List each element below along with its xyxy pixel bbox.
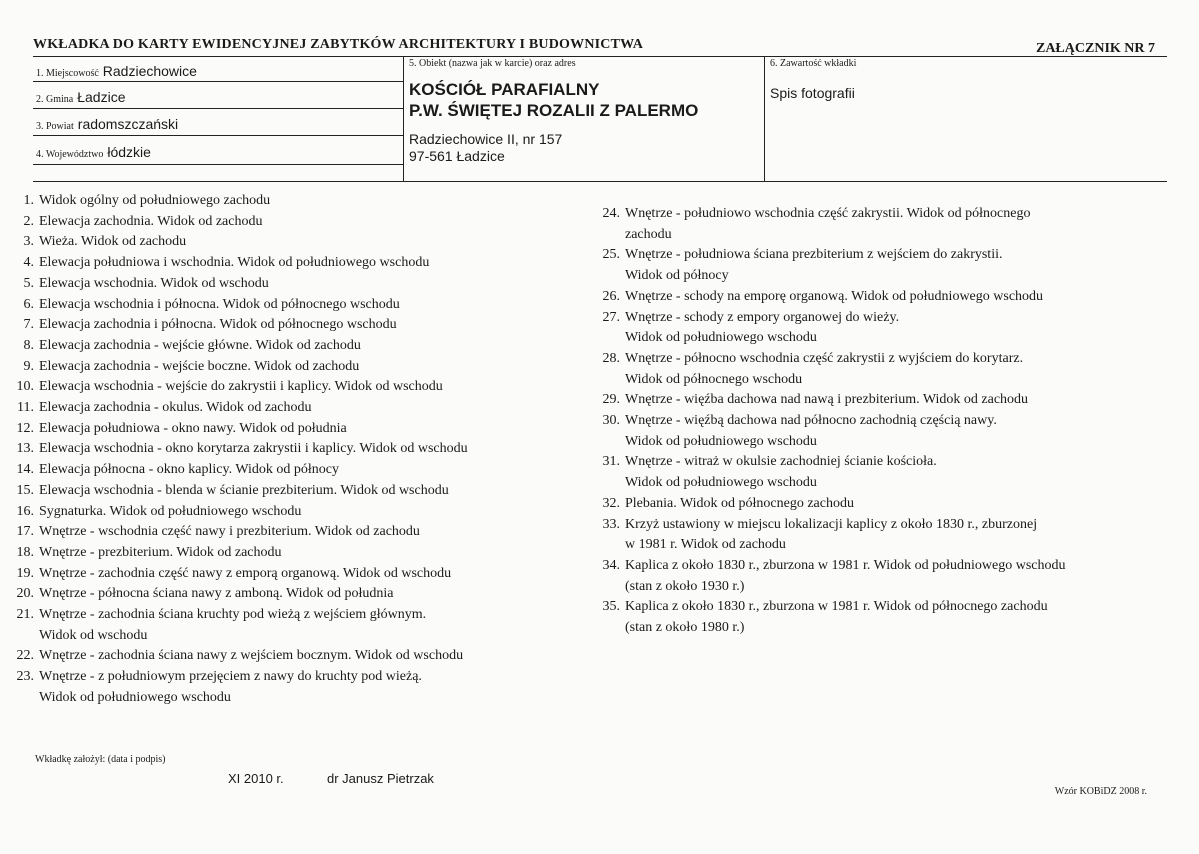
photo-caption: Wnętrze - wschodnia część nawy i prezbiterium. Widok od zachodu (39, 524, 420, 540)
photo-list-item (12, 191, 468, 212)
field-label: 2. Gmina (36, 94, 74, 105)
photo-list-item (598, 287, 1066, 308)
photo-number (598, 535, 620, 556)
object-label: 5. Obiekt (nazwa jak w karcie) oraz adres (409, 58, 576, 69)
field-voivodeship (36, 144, 151, 160)
photo-list-item (598, 411, 1066, 432)
photo-number: 20. (16, 586, 34, 602)
photo-number (12, 626, 34, 647)
photo-number: 24. (602, 206, 620, 221)
photo-number: 19. (16, 565, 34, 581)
photo-list-item (12, 295, 468, 316)
photo-number: 16. (16, 503, 34, 519)
photo-number: 3. (23, 234, 34, 250)
photo-number (598, 225, 620, 246)
contents-value: Spis fotografii (770, 85, 855, 101)
photo-list-item (12, 212, 468, 233)
photo-number: 32. (602, 495, 620, 511)
field-rule-2 (33, 108, 403, 109)
photo-number: 25. (602, 247, 620, 263)
photo-number: 7. (23, 317, 34, 333)
photo-list-item (598, 266, 1066, 287)
photo-list-item (12, 377, 468, 398)
photo-list-item (12, 460, 468, 481)
photo-caption: Wnętrze - więźba dachowa nad nawą i prezbiterium. Widok od zachodu (625, 392, 1029, 408)
photo-caption: Elewacja wschodnia. Widok od wschodu (39, 275, 269, 291)
photo-caption: Plebania. Widok od północnego zachodu (625, 495, 854, 511)
field-value: Ładzice (77, 89, 126, 105)
photo-list-item (598, 597, 1066, 618)
field-commune (36, 89, 125, 105)
photo-list-item (12, 274, 468, 295)
photo-list-item (12, 398, 468, 419)
photo-number: 33. (602, 516, 620, 532)
photo-number: 10. (16, 379, 34, 395)
photo-number: 2. (23, 213, 34, 229)
photo-caption: Wnętrze - schody na emporę organową. Widok od południowego wschodu (625, 288, 1044, 304)
photo-number (598, 328, 620, 349)
attachment-number: ZAŁĄCZNIK NR 7 (1035, 41, 1155, 56)
field-rule-4 (33, 164, 403, 165)
photo-number: 29. (602, 392, 620, 408)
field-value: Radziechowice (102, 63, 197, 79)
photo-number (12, 688, 34, 709)
photo-number: 21. (16, 607, 34, 623)
photo-caption: Kaplica z około 1830 r., zburzona w 1981 r. Widok od północnego zachodu (625, 599, 1048, 615)
object-name-line-1: KOŚCIÓŁ PARAFIALNY (409, 80, 600, 99)
photo-caption: Widok od południowego wschodu (625, 433, 817, 449)
photo-list-item (598, 349, 1066, 370)
photo-list-item (12, 564, 468, 585)
photo-number (598, 577, 620, 598)
photo-caption: Wnętrze - południowo wschodnia część zakrystii. Widok od północnego (625, 206, 1031, 221)
field-value: radomszczański (77, 116, 179, 132)
field-label: 1. Miejscowość (36, 68, 99, 79)
photo-caption: Wnętrze - północno wschodnia część zakrystii z wyjściem do korytarz. (625, 350, 1024, 366)
photo-list-item (598, 535, 1066, 556)
photo-list-item (598, 390, 1066, 411)
form-pattern: Wzór KOBiDZ 2008 r. (1054, 786, 1147, 797)
photo-list-item (12, 481, 468, 502)
header-box-bottom-rule (33, 181, 1167, 182)
photo-caption: Widok od północnego wschodu (625, 371, 803, 387)
photo-number: 34. (602, 557, 620, 573)
photo-caption: Elewacja wschodnia - wejście do zakrystii i kaplicy. Widok od wschodu (39, 379, 443, 395)
photo-number (598, 370, 620, 391)
photo-caption: Wnętrze - więźbą dachowa nad północno zachodnią częścią nawy. (625, 413, 997, 429)
photo-list-item (12, 336, 468, 357)
photo-number: 9. (23, 358, 34, 374)
photo-list-item (598, 225, 1066, 246)
photo-caption: Elewacja zachodnia - okulus. Widok od zachodu (39, 400, 312, 416)
photo-number (598, 618, 620, 639)
photo-caption: zachodu (625, 226, 672, 242)
field-rule-3 (33, 135, 403, 136)
photo-number (598, 432, 620, 453)
photo-list-item (12, 626, 468, 647)
photo-number: 5. (23, 275, 34, 291)
photo-caption: Elewacja zachodnia i północna. Widok od północnego wschodu (39, 317, 397, 333)
footer-date: XI 2010 r. (228, 771, 284, 786)
photo-number: 8. (23, 337, 34, 353)
photo-list-item (12, 688, 468, 709)
photo-list-item (598, 328, 1066, 349)
object-address (409, 131, 562, 165)
photo-caption: Wnętrze - zachodnia ściana kruchty pod wieżą z wejściem głównym. (39, 607, 427, 623)
photo-caption: Elewacja południowa i wschodnia. Widok od południowego wschodu (39, 255, 430, 271)
address-line-1: Radziechowice II, nr 157 (409, 131, 563, 147)
photo-caption: Wnętrze - północna ściana nawy z amboną. Widok od południa (39, 586, 394, 602)
photo-number: 30. (602, 413, 620, 429)
photo-number (598, 266, 620, 287)
form-title: WKŁADKA DO KARTY EWIDENCYJNEJ ZABYTKÓW ARCHITEKTURY I BUDOWNICTWA (33, 37, 644, 52)
photo-caption: Widok od północy (625, 268, 729, 284)
photo-caption: w 1981 r. Widok od zachodu (625, 537, 786, 553)
photo-caption: Sygnaturka. Widok od południowego wschodu (39, 503, 302, 519)
photo-number: 4. (23, 255, 34, 271)
photo-number: 26. (602, 288, 620, 304)
photo-number: 11. (17, 400, 34, 416)
photo-caption: Wnętrze - zachodnia część nawy z emporą organową. Widok od wschodu (39, 565, 452, 581)
photo-caption: Elewacja wschodnia - okno korytarza zakrystii i kaplicy. Widok od wschodu (39, 441, 468, 457)
field-rule-1 (33, 81, 403, 82)
photo-list-item (598, 370, 1066, 391)
photo-caption: Elewacja północna - okno kaplicy. Widok od północy (39, 462, 339, 478)
contents-label: 6. Zawartość wkładki (770, 58, 857, 69)
photo-caption: Wnętrze - południowa ściana prezbiterium z wejściem do zakrystii. (625, 247, 1003, 263)
photo-list-item (598, 618, 1066, 639)
photo-caption: Widok ogólny od południowego zachodu (39, 193, 271, 208)
object-name (409, 79, 698, 121)
field-label: 3. Powiat (36, 121, 74, 132)
photo-list-item (12, 232, 468, 253)
object-name-line-2: P.W. ŚWIĘTEJ ROZALII Z PALERMO (409, 101, 699, 120)
photo-number: 28. (602, 350, 620, 366)
photo-list-item (12, 253, 468, 274)
photo-list-item (12, 502, 468, 523)
photo-caption: Wnętrze - prezbiterium. Widok od zachodu (39, 544, 282, 560)
photo-caption: Widok od południowego wschodu (625, 475, 817, 491)
photo-list-item (598, 432, 1066, 453)
photo-caption: Wnętrze - zachodnia ściana nawy z wejściem bocznym. Widok od wschodu (39, 648, 464, 664)
photo-number: 27. (602, 309, 620, 325)
photo-caption: Elewacja zachodnia. Widok od zachodu (39, 213, 263, 229)
photo-number: 15. (16, 482, 34, 498)
photo-list-item (12, 522, 468, 543)
photo-caption: Widok od południowego wschodu (39, 689, 231, 705)
photo-number: 22. (16, 648, 34, 664)
address-line-2: 97-561 Ładzice (409, 148, 505, 164)
photo-list-right (598, 204, 1066, 639)
photo-caption: Elewacja wschodnia - blenda w ścianie prezbiterium. Widok od wschodu (39, 482, 449, 498)
photo-caption: Widok od wschodu (39, 627, 148, 643)
field-value: łódzkie (107, 144, 151, 160)
photo-list-left (12, 191, 468, 709)
photo-list-item (12, 315, 468, 336)
photo-caption: (stan z około 1930 r.) (625, 578, 745, 594)
photo-number: 12. (16, 420, 34, 436)
photo-list-item (598, 245, 1066, 266)
photo-list-item (598, 556, 1066, 577)
photo-caption: Elewacja zachodnia - wejście boczne. Widok od zachodu (39, 358, 360, 374)
photo-caption: Widok od południowego wschodu (625, 330, 817, 346)
photo-caption: Wieża. Widok od zachodu (39, 234, 187, 250)
photo-list-item (598, 577, 1066, 598)
photo-number: 31. (602, 454, 620, 470)
photo-caption: Elewacja wschodnia i północna. Widok od północnego wschodu (39, 296, 400, 312)
photo-list-item (12, 605, 468, 626)
photo-list-item (12, 667, 468, 688)
photo-caption: Wnętrze - schody z empory organowej do wieży. (625, 309, 900, 325)
field-label: 4. Województwo (36, 149, 104, 160)
photo-list-item (12, 357, 468, 378)
photo-number: 18. (16, 544, 34, 560)
photo-list-item (598, 204, 1066, 225)
photo-caption: Wnętrze - z południowym przejęciem z nawy do kruchty pod wieżą. (39, 669, 422, 685)
photo-list-item (598, 494, 1066, 515)
photo-list-item (598, 515, 1066, 536)
column-divider-1 (403, 56, 404, 181)
photo-number (598, 473, 620, 494)
field-locality (36, 63, 197, 79)
photo-list-item (12, 646, 468, 667)
photo-list-item (598, 452, 1066, 473)
photo-number: 14. (16, 462, 34, 478)
photo-number: 35. (602, 599, 620, 615)
photo-number: 23. (16, 669, 34, 685)
field-county (36, 116, 178, 132)
photo-list-item (12, 439, 468, 460)
photo-list-item (598, 308, 1066, 329)
header-rule (33, 56, 1167, 57)
photo-caption: Krzyż ustawiony w miejscu lokalizacji kaplicy z około 1830 r., zburzonej (625, 516, 1038, 532)
footer-author: dr Janusz Pietrzak (327, 771, 434, 786)
photo-caption: Kaplica z około 1830 r., zburzona w 1981 r. Widok od południowego wschodu (625, 557, 1066, 573)
photo-list-item (598, 473, 1066, 494)
photo-caption: (stan z około 1980 r.) (625, 620, 745, 636)
photo-number: 1. (23, 193, 34, 208)
footer-label: Wkładkę założył: (data i podpis) (35, 754, 166, 765)
photo-caption: Elewacja południowa - okno nawy. Widok od południa (39, 420, 347, 436)
photo-number: 17. (16, 524, 34, 540)
photo-number: 6. (23, 296, 34, 312)
photo-list-item (12, 543, 468, 564)
column-divider-2 (764, 56, 765, 181)
photo-caption: Elewacja zachodnia - wejście główne. Widok od zachodu (39, 337, 361, 353)
photo-number: 13. (16, 441, 34, 457)
photo-list-item (12, 584, 468, 605)
photo-list-item (12, 419, 468, 440)
photo-caption: Wnętrze - witraż w okulsie zachodniej ścianie kościoła. (625, 454, 937, 470)
